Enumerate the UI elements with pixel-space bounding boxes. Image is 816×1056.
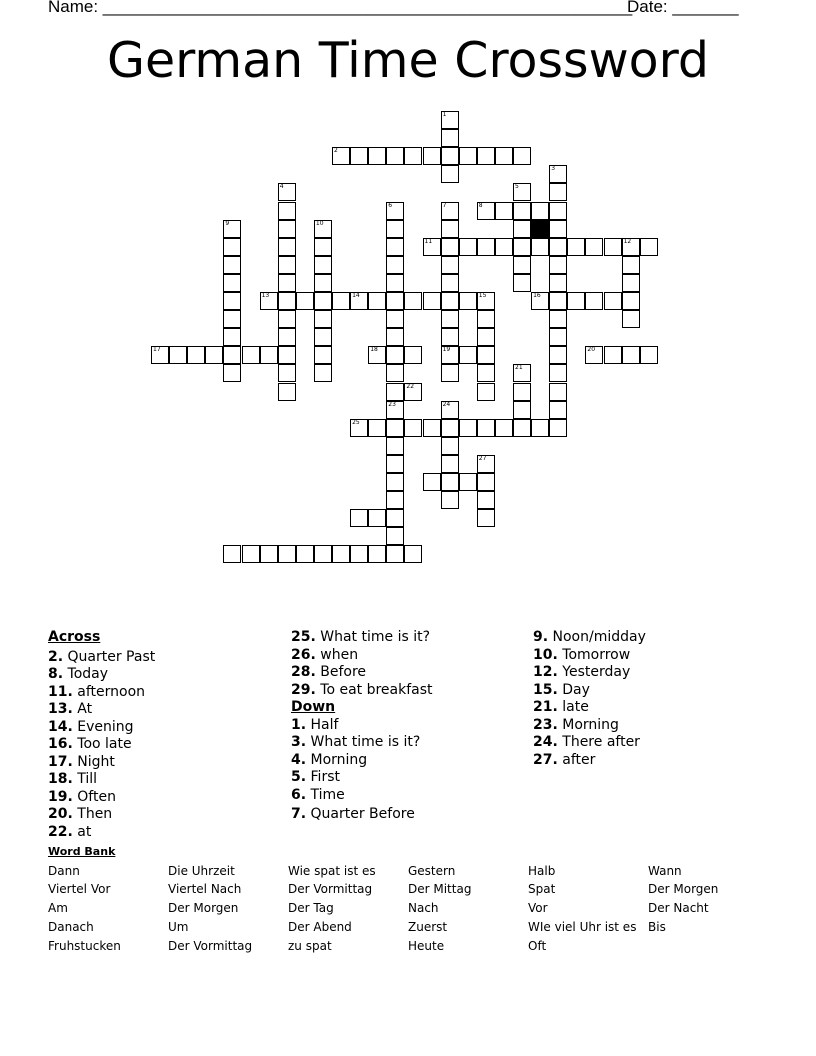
grid-cell[interactable] — [549, 401, 567, 419]
clue-across-16: 16. Too late — [48, 736, 132, 752]
word-bank-item: Danach — [48, 920, 94, 934]
clue-down-9: 9. Noon/midday — [533, 629, 646, 645]
cell-number: 17 — [153, 346, 161, 354]
grid-cell[interactable] — [223, 545, 241, 563]
grid-cell[interactable] — [477, 328, 495, 346]
grid-cell[interactable] — [622, 346, 640, 364]
grid-cell[interactable] — [441, 401, 459, 419]
grid-cell[interactable] — [314, 292, 332, 310]
grid-cell[interactable] — [314, 545, 332, 563]
grid-cell[interactable] — [386, 509, 404, 527]
grid-cell[interactable] — [567, 292, 585, 310]
grid-cell[interactable] — [622, 238, 640, 256]
cell-number: 8 — [478, 201, 483, 209]
grid-cell[interactable] — [278, 274, 296, 292]
cell-number: 12 — [623, 237, 632, 245]
cell-number: 11 — [424, 237, 433, 245]
grid-cell[interactable] — [513, 147, 531, 165]
grid-cell[interactable] — [368, 346, 386, 364]
grid-cell[interactable] — [151, 346, 169, 364]
clue-down-3: 3. What time is it? — [291, 734, 421, 750]
grid-cell[interactable] — [386, 455, 404, 473]
grid-cell[interactable] — [513, 202, 531, 220]
grid-cell[interactable] — [314, 346, 332, 364]
grid-cell[interactable] — [441, 165, 459, 183]
grid-cell[interactable] — [278, 220, 296, 238]
clue-across-11: 11. afternoon — [48, 683, 146, 700]
grid-cell[interactable] — [585, 346, 603, 364]
grid-cell[interactable] — [513, 274, 531, 292]
grid-cell[interactable] — [549, 383, 567, 401]
grid-cell[interactable] — [549, 364, 567, 382]
grid-cell[interactable] — [441, 437, 459, 455]
grid-cell[interactable] — [314, 238, 332, 256]
grid-cell[interactable] — [441, 419, 459, 437]
grid-cell[interactable] — [441, 473, 459, 491]
grid-cell[interactable] — [278, 310, 296, 328]
grid-cell[interactable] — [441, 274, 459, 292]
grid-cell[interactable] — [314, 328, 332, 346]
grid-cell[interactable] — [459, 292, 477, 310]
clue-across-25: 25. What time is it? — [291, 629, 431, 645]
grid-cell[interactable] — [386, 401, 404, 419]
clue-across-22: 22. at — [48, 823, 92, 840]
grid-cell[interactable] — [423, 147, 441, 165]
grid-cell[interactable] — [386, 238, 404, 256]
grid-cell[interactable] — [441, 455, 459, 473]
grid-cell[interactable] — [459, 473, 477, 491]
grid-cell[interactable] — [441, 491, 459, 509]
grid-cell[interactable] — [350, 509, 368, 527]
grid-cell[interactable] — [640, 346, 658, 364]
cell-number: 6 — [388, 201, 393, 209]
grid-cell[interactable] — [495, 147, 513, 165]
grid-cell[interactable] — [513, 256, 531, 274]
grid-cell[interactable] — [531, 238, 549, 256]
word-bank-item: Der Abend — [288, 920, 352, 934]
grid-cell[interactable] — [459, 147, 477, 165]
clue-across-8: 8. Today — [48, 666, 109, 682]
grid-cell[interactable] — [423, 473, 441, 491]
grid-cell[interactable] — [441, 328, 459, 346]
grid-cell[interactable] — [513, 383, 531, 401]
clue-down-21: 21. late — [533, 699, 589, 715]
page-title: German Time Crossword — [106, 32, 710, 89]
grid-cell[interactable] — [495, 202, 513, 220]
grid-cell[interactable] — [386, 527, 404, 545]
grid-cell[interactable] — [513, 419, 531, 437]
grid-cell[interactable] — [441, 129, 459, 147]
grid-cell[interactable] — [350, 419, 368, 437]
word-bank-item: Wie spat ist es — [288, 864, 376, 878]
grid-cell[interactable] — [477, 455, 495, 473]
cell-number: 1 — [442, 111, 447, 118]
grid-cell[interactable] — [386, 473, 404, 491]
cell-number: 20 — [587, 346, 596, 354]
clue-across-13: 13. At — [48, 701, 93, 717]
grid-cell[interactable] — [242, 545, 260, 563]
across-heading: Across — [48, 629, 101, 645]
grid-cell[interactable] — [531, 419, 549, 437]
grid-cell[interactable] — [477, 491, 495, 509]
word-bank-item: Der Morgen — [168, 901, 239, 915]
word-bank-item: Der Vormittag — [168, 939, 253, 953]
grid-cell[interactable] — [640, 238, 658, 256]
grid-cell[interactable] — [296, 292, 314, 310]
grid-cell[interactable] — [332, 147, 350, 165]
word-bank-item: Der Tag — [288, 901, 334, 915]
grid-cell[interactable] — [477, 383, 495, 401]
word-bank-item: Der Nacht — [648, 901, 709, 915]
word-bank-item: Fruhstucken — [48, 939, 121, 953]
grid-cell[interactable] — [549, 183, 567, 201]
grid-cell[interactable] — [477, 364, 495, 382]
date-field-label: Date: _______ — [627, 0, 739, 16]
name-field-label: Name: ________________________________________________________ — [48, 0, 633, 16]
clue-down-15: 15. Day — [533, 681, 590, 698]
word-bank-item: Spat — [528, 882, 556, 896]
cell-number: 10 — [315, 219, 324, 227]
grid-cell[interactable] — [477, 473, 495, 491]
grid-cell[interactable] — [423, 238, 441, 256]
word-bank-item: Wann — [648, 864, 682, 878]
grid-cell[interactable] — [441, 310, 459, 328]
cell-number: 19 — [442, 346, 451, 354]
grid-cell[interactable] — [368, 147, 386, 165]
grid-cell[interactable] — [260, 545, 278, 563]
grid-cell[interactable] — [314, 310, 332, 328]
grid-cell[interactable] — [386, 202, 404, 220]
word-bank-item: Gestern — [408, 864, 456, 878]
cell-number: 7 — [442, 201, 447, 209]
cell-number: 13 — [261, 292, 270, 299]
clue-across-18: 18. Till — [48, 771, 98, 787]
grid-cell[interactable] — [441, 238, 459, 256]
grid-cell[interactable] — [223, 256, 241, 274]
grid-cell[interactable] — [205, 346, 223, 364]
cell-number: 27 — [478, 454, 487, 462]
grid-cell[interactable] — [549, 292, 567, 310]
grid-cell[interactable] — [242, 346, 260, 364]
clue-down-10: 10. Tomorrow — [533, 646, 631, 663]
clue-across-17: 17. Night — [48, 753, 115, 770]
cell-number: 21 — [515, 364, 523, 372]
grid-cell[interactable] — [368, 545, 386, 563]
grid-cell[interactable] — [386, 274, 404, 292]
grid-cell[interactable] — [332, 292, 350, 310]
cell-number: 15 — [478, 292, 487, 299]
cell-number: 25 — [352, 418, 360, 426]
grid-cell[interactable] — [278, 292, 296, 310]
grid-cell[interactable] — [549, 238, 567, 256]
grid-cell[interactable] — [278, 346, 296, 364]
grid-cell[interactable] — [386, 545, 404, 563]
cell-number: 23 — [388, 400, 396, 408]
down-heading: Down — [291, 699, 336, 715]
grid-cell[interactable] — [549, 346, 567, 364]
grid-cell[interactable] — [549, 256, 567, 274]
cell-number: 3 — [551, 165, 556, 173]
grid-cell[interactable] — [368, 509, 386, 527]
grid-cell[interactable] — [223, 346, 241, 364]
grid-cell[interactable] — [513, 183, 531, 201]
cell-number: 2 — [334, 147, 338, 155]
grid-cell[interactable] — [278, 183, 296, 201]
grid-cell[interactable] — [441, 346, 459, 364]
word-bank-item: WIe viel Uhr ist es — [528, 920, 637, 934]
clue-down-23: 23. Morning — [533, 716, 619, 733]
word-bank-item: Dann — [48, 864, 80, 878]
grid-cell[interactable] — [278, 328, 296, 346]
grid-cell[interactable] — [495, 419, 513, 437]
grid-cell[interactable] — [368, 419, 386, 437]
grid-cell[interactable] — [477, 310, 495, 328]
grid-cell[interactable] — [404, 292, 422, 310]
grid-cell[interactable] — [622, 274, 640, 292]
word-bank-item: Der Vormittag — [288, 882, 373, 896]
clue-down-4: 4. Morning — [291, 751, 368, 768]
clue-across-28: 28. Before — [291, 664, 367, 680]
grid-cell[interactable] — [223, 310, 241, 328]
clue-down-24: 24. There after — [533, 734, 640, 750]
grid-cell[interactable] — [350, 292, 368, 310]
clue-across-26: 26. when — [291, 646, 359, 663]
grid-cell[interactable] — [386, 292, 404, 310]
grid-cell[interactable] — [549, 419, 567, 437]
grid-cell[interactable] — [549, 310, 567, 328]
grid-cell[interactable] — [223, 220, 241, 238]
word-bank-item: zu spat — [288, 939, 332, 953]
grid-cell[interactable] — [477, 346, 495, 364]
grid-cell[interactable] — [386, 437, 404, 455]
grid-cell[interactable] — [513, 220, 531, 238]
grid-cell[interactable] — [278, 256, 296, 274]
grid-cell[interactable] — [477, 509, 495, 527]
grid-cell[interactable] — [386, 147, 404, 165]
grid-cell[interactable] — [278, 202, 296, 220]
grid-cell[interactable] — [223, 238, 241, 256]
word-bank-item: Zuerst — [408, 920, 448, 934]
grid-cell[interactable] — [604, 238, 622, 256]
grid-cell[interactable] — [459, 346, 477, 364]
grid-cell[interactable] — [386, 256, 404, 274]
grid-cell[interactable] — [404, 383, 422, 401]
grid-cell[interactable] — [187, 346, 205, 364]
grid-cell[interactable] — [404, 545, 422, 563]
grid-cell[interactable] — [314, 256, 332, 274]
cell-number: 16 — [533, 292, 541, 299]
word-bank-title: Word Bank — [48, 845, 116, 858]
cell-number: 14 — [352, 292, 360, 299]
grid-cell[interactable] — [423, 292, 441, 310]
grid-cell[interactable] — [386, 328, 404, 346]
grid-cell[interactable] — [567, 238, 585, 256]
word-bank-item: Bis — [648, 920, 666, 934]
word-bank-item: Der Mittag — [408, 882, 472, 896]
grid-cell[interactable] — [314, 220, 332, 238]
grid-cell[interactable] — [441, 220, 459, 238]
grid-cell[interactable] — [549, 274, 567, 292]
cell-number: 5 — [515, 183, 519, 191]
clue-across-2: 2. Quarter Past — [48, 648, 156, 665]
clues-column-2 — [291, 629, 433, 824]
grid-cell[interactable] — [477, 238, 495, 256]
grid-cell[interactable] — [404, 346, 422, 364]
grid-cell[interactable] — [368, 292, 386, 310]
grid-cell[interactable] — [531, 202, 549, 220]
grid-cell[interactable] — [223, 292, 241, 310]
grid-cell[interactable] — [350, 147, 368, 165]
grid-cell[interactable] — [585, 292, 603, 310]
clues-column-3 — [533, 629, 646, 769]
clue-down-1: 1. Half — [291, 716, 339, 733]
grid-cell[interactable] — [441, 292, 459, 310]
grid-cell[interactable] — [531, 292, 549, 310]
clue-down-12: 12. Yesterday — [533, 664, 631, 680]
grid-cell[interactable] — [585, 238, 603, 256]
clue-down-5: 5. First — [291, 769, 340, 785]
grid-cell[interactable] — [404, 419, 422, 437]
word-bank-item: Viertel Vor — [48, 882, 111, 896]
word-bank-item: Viertel Nach — [168, 882, 242, 896]
cell-number: 4 — [279, 183, 284, 191]
word-bank-item: Vor — [528, 901, 548, 915]
grid-cell[interactable] — [386, 419, 404, 437]
grid-cell[interactable] — [441, 364, 459, 382]
grid-cell[interactable] — [314, 274, 332, 292]
clue-across-20: 20. Then — [48, 806, 113, 822]
word-bank-item: Nach — [408, 901, 439, 915]
grid-cell[interactable] — [477, 419, 495, 437]
grid-cell[interactable] — [441, 202, 459, 220]
grid-cell[interactable] — [223, 274, 241, 292]
grid-cell[interactable] — [477, 147, 495, 165]
grid-cell[interactable] — [441, 147, 459, 165]
clue-across-19: 19. Often — [48, 788, 116, 805]
grid-cell[interactable] — [459, 419, 477, 437]
grid-cell[interactable] — [278, 238, 296, 256]
clue-down-7: 7. Quarter Before — [291, 806, 415, 822]
grid-cell[interactable] — [223, 364, 241, 382]
grid-cell[interactable] — [513, 364, 531, 382]
word-bank-item: Oft — [528, 939, 547, 953]
grid-cell[interactable] — [278, 383, 296, 401]
grid-cell[interactable] — [549, 328, 567, 346]
word-bank-item: Heute — [408, 939, 445, 953]
grid-cell[interactable] — [278, 545, 296, 563]
grid-cell[interactable] — [549, 165, 567, 183]
grid-cell[interactable] — [495, 238, 513, 256]
grid-cell[interactable] — [169, 346, 187, 364]
grid-cell[interactable] — [604, 292, 622, 310]
grid-cell[interactable] — [459, 238, 477, 256]
word-bank-item: Um — [168, 920, 189, 934]
black-cell — [531, 220, 549, 238]
grid-cell[interactable] — [549, 220, 567, 238]
word-bank-item: Die Uhrzeit — [168, 864, 235, 878]
grid-cell[interactable] — [296, 545, 314, 563]
grid-cell[interactable] — [386, 491, 404, 509]
grid-cell[interactable] — [441, 111, 459, 129]
grid-cell[interactable] — [622, 310, 640, 328]
cell-number: 9 — [225, 219, 230, 227]
word-bank-item: Halb — [528, 864, 556, 878]
grid-cell[interactable] — [386, 346, 404, 364]
grid-cell[interactable] — [278, 364, 296, 382]
grid-cell[interactable] — [604, 346, 622, 364]
grid-cell[interactable] — [441, 256, 459, 274]
grid-cell[interactable] — [404, 147, 422, 165]
word-bank-item: Am — [48, 901, 68, 915]
grid-cell[interactable] — [622, 292, 640, 310]
grid-cell[interactable] — [386, 364, 404, 382]
cell-number: 18 — [370, 346, 378, 354]
cell-number: 24 — [442, 400, 451, 408]
grid-cell[interactable] — [622, 256, 640, 274]
grid-cell[interactable] — [477, 292, 495, 310]
grid-cell[interactable] — [549, 202, 567, 220]
grid-cell[interactable] — [423, 419, 441, 437]
grid-cell[interactable] — [260, 292, 278, 310]
word-bank-item: Der Morgen — [648, 882, 719, 896]
grid-cell[interactable] — [350, 545, 368, 563]
grid-cell[interactable] — [386, 383, 404, 401]
clue-down-6: 6. Time — [291, 786, 345, 803]
clue-across-29: 29. To eat breakfast — [291, 681, 433, 698]
clue-across-14: 14. Evening — [48, 718, 134, 735]
grid-cell[interactable] — [314, 364, 332, 382]
grid-cell[interactable] — [332, 545, 350, 563]
grid-cell[interactable] — [513, 401, 531, 419]
grid-cell[interactable] — [223, 328, 241, 346]
grid-cell[interactable] — [386, 220, 404, 238]
clue-down-27: 27. after — [533, 751, 596, 768]
grid-cell[interactable] — [260, 346, 278, 364]
grid-cell[interactable] — [386, 310, 404, 328]
grid-cell[interactable] — [477, 202, 495, 220]
cell-number: 22 — [406, 382, 415, 390]
grid-cell[interactable] — [513, 238, 531, 256]
clues-column-1 — [48, 629, 155, 841]
